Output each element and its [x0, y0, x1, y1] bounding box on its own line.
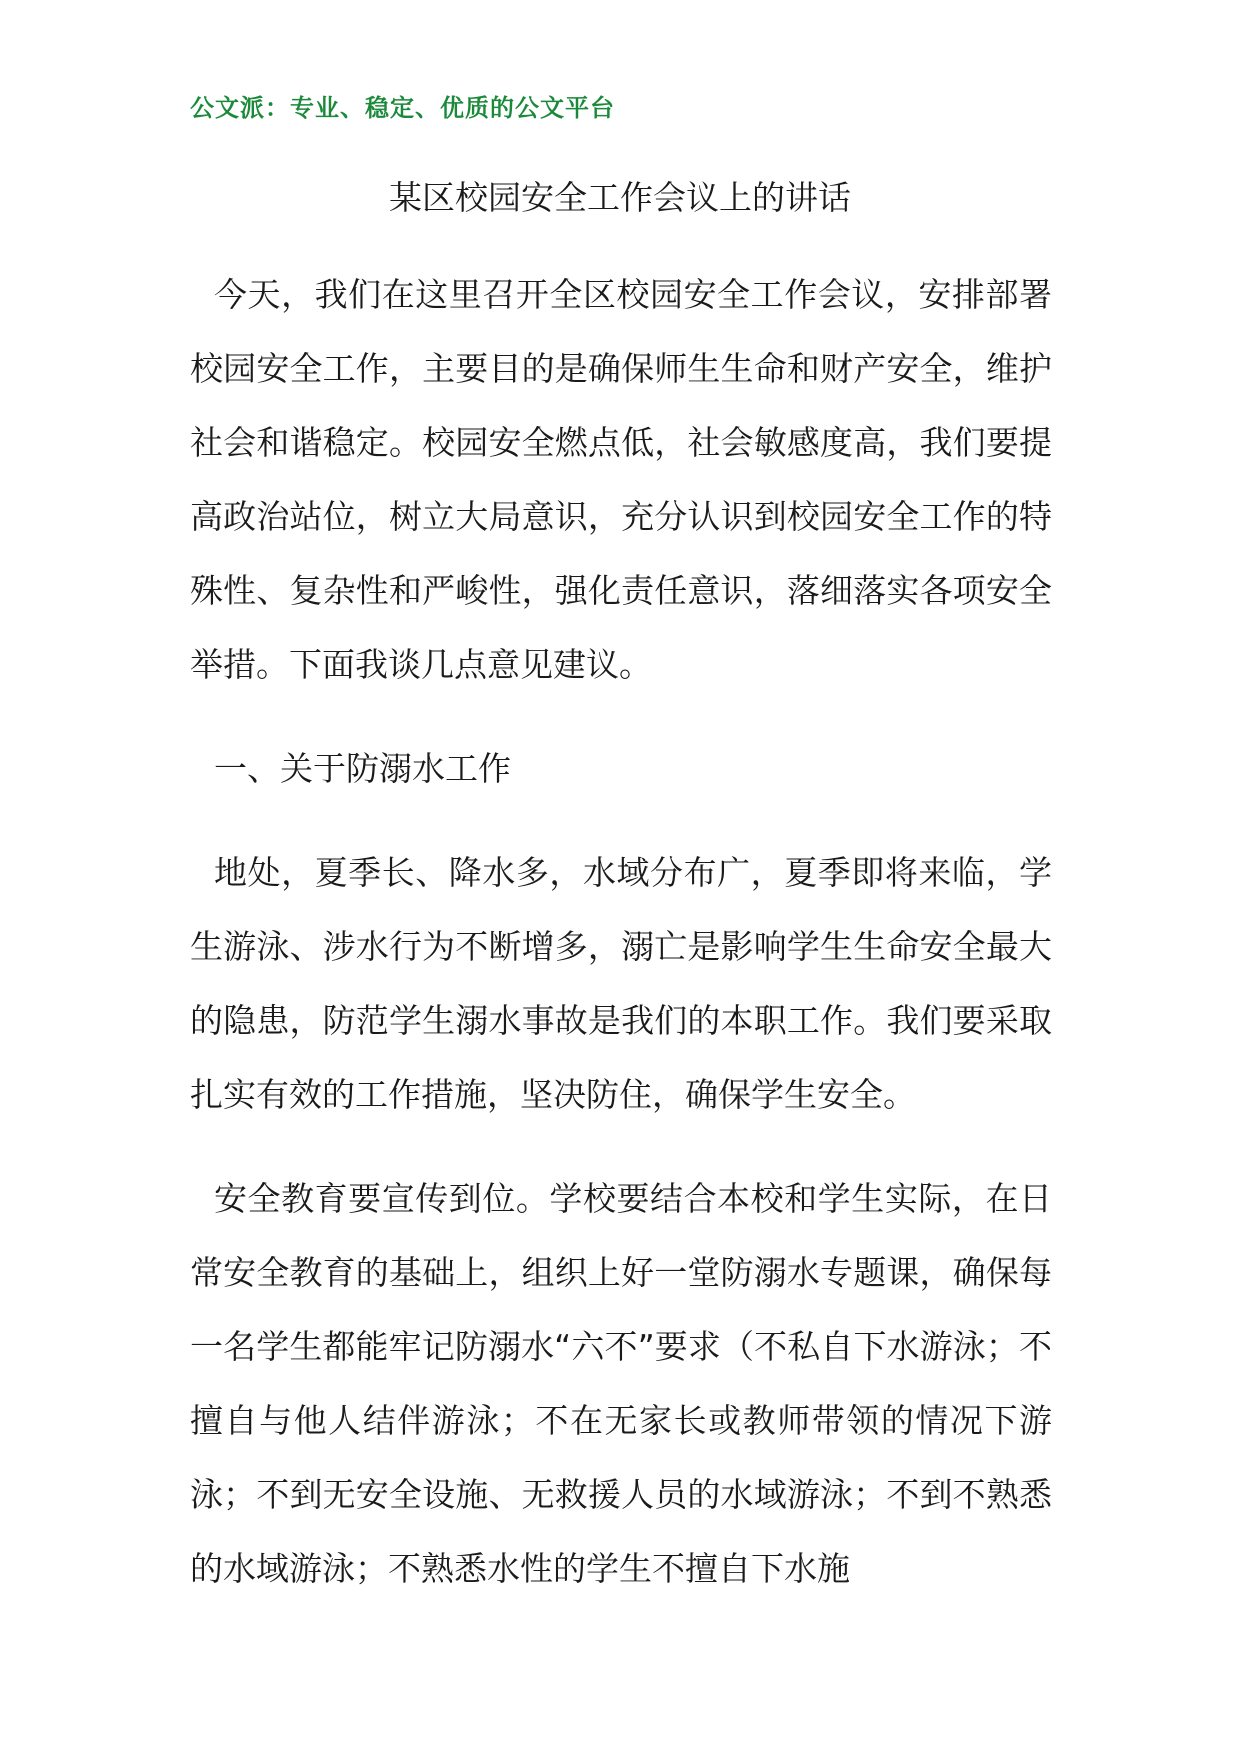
section-heading-drowning: 一、关于防溺水工作	[214, 749, 511, 788]
paragraph-drowning-context: 地处，夏季长、降水多，水域分布广，夏季即将来临，学生游泳、涉水行为不断增多，溺亡是影响学生生命安全最大的隐患，防范学生溺水事故是我们的本职工作。我们要采取扎实有效的工作措施，坚决防住，确保学生安全。	[190, 853, 1052, 1114]
brand-header: 公文派：专业、稳定、优质的公文平台	[190, 94, 615, 122]
document-body	[190, 258, 1052, 1636]
paragraph-intro: 今天，我们在这里召开全区校园安全工作会议，安排部署校园安全工作，主要目的是确保师生生命和财产安全，维护社会和谐稳定。校园安全燃点低，社会敏感度高，我们要提高政治站位，树立大局意识，充分认识到校园安全工作的特殊性、复杂性和严峻性，强化责任意识，落细落实各项安全举措。下面我谈几点意见建议。	[190, 275, 1052, 684]
paragraph-safety-education: 安全教育要宣传到位。学校要结合本校和学生实际，在日常安全教育的基础上，组织上好一堂防溺水专题课，确保每一名学生都能牢记防溺水“六不”要求（不私自下水游泳；不擅自与他人结伴游泳；不在无家长或教师带领的情况下游泳；不到无安全设施、无救援人员的水域游泳；不到不熟悉的水域游泳；不熟悉水性的学生不擅自下水施	[190, 1179, 1052, 1588]
document-title: 某区校园安全工作会议上的讲话	[389, 178, 851, 217]
